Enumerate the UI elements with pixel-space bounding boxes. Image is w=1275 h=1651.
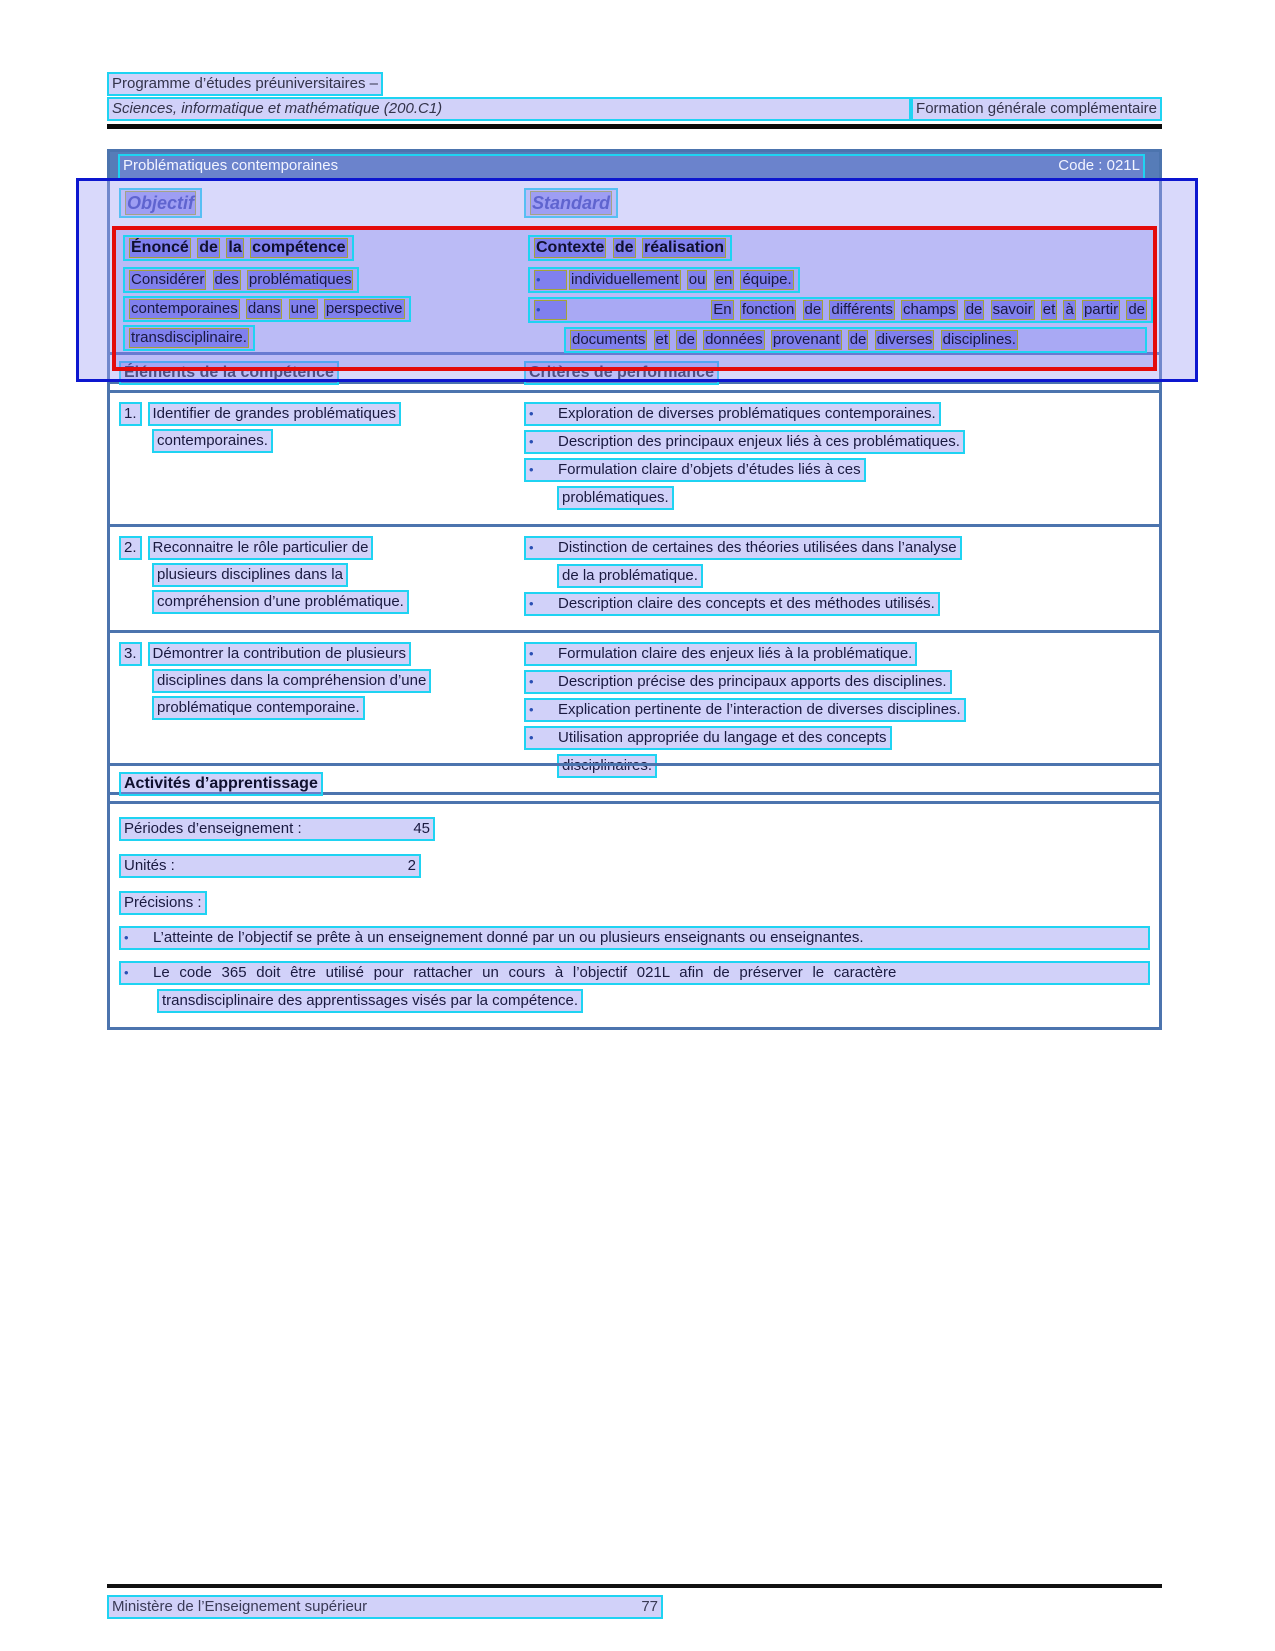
- bullet-icon: •: [124, 965, 129, 980]
- standard-label: [524, 188, 618, 218]
- precisions-label: [119, 891, 207, 915]
- line-text: Formulation claire des enjeux liés à la problématique.: [558, 645, 913, 662]
- enonce-annotation-box: [112, 226, 1157, 371]
- word-box: réalisation: [644, 239, 725, 256]
- line-text: [710, 300, 1148, 320]
- element-cell: [119, 536, 524, 620]
- word-box: provenant: [772, 331, 840, 348]
- contexte-bullet-continuation: [564, 327, 1147, 353]
- word-box: transdisciplinaire.: [131, 329, 247, 346]
- critere-bullet: [524, 536, 962, 560]
- unites-value: 2: [407, 857, 416, 874]
- critere-continuation: [557, 564, 703, 588]
- precision-bullet: [119, 926, 1150, 950]
- contexte-bullet-line: [528, 297, 1153, 323]
- text-line: [148, 402, 402, 426]
- word-box: une: [290, 300, 316, 317]
- text-line: [148, 536, 374, 560]
- criteres-header-text: Critères de performance: [529, 364, 714, 381]
- element-line: [152, 696, 524, 720]
- precision-bullet: [119, 961, 1150, 985]
- line-text: disciplinaires.: [562, 757, 653, 774]
- enonce-text-column: [123, 267, 528, 357]
- line-text: transdisciplinaire des apprentissages visés par la compétence.: [162, 992, 579, 1009]
- elements-rows: [110, 393, 1159, 792]
- periodes-row: [119, 817, 435, 841]
- element-line: [152, 590, 524, 614]
- critere-line: [524, 726, 1159, 750]
- critere-line: [524, 402, 1159, 426]
- contexte-header: [528, 235, 732, 261]
- line-text: Description des principaux enjeux liés à ces problématiques.: [558, 433, 960, 450]
- element-line: [152, 429, 524, 453]
- word-box: et: [1042, 301, 1056, 318]
- word-box: la: [228, 239, 242, 256]
- objectif-label: [119, 188, 202, 218]
- line-text: Identifier de grandes problématiques: [152, 405, 397, 422]
- header-line2-text: Sciences, informatique et mathématique (200.C1): [112, 100, 443, 117]
- table-row: [110, 393, 1159, 527]
- page-header: [107, 72, 1162, 129]
- precision-continuation-row: [157, 989, 1150, 1013]
- objectif-standard-row: [110, 180, 1159, 224]
- activites-header-row: [110, 766, 1159, 804]
- critere-line: [524, 458, 1159, 482]
- word-box: de: [614, 239, 634, 256]
- line-text: Explication pertinente de l’interaction de diverses disciplines.: [558, 701, 961, 718]
- line-text: L’atteinte de l’objectif se prête à un enseignement donné par un ou plusieurs enseignants ou enseignantes.: [153, 929, 864, 946]
- line-text: [128, 329, 250, 346]
- word-box: des: [214, 271, 239, 288]
- word-box: de: [678, 331, 695, 348]
- line-text: contemporaines.: [157, 432, 268, 449]
- line-text: Démontrer la contribution de plusieurs: [152, 645, 406, 662]
- title-bar: [110, 152, 1159, 180]
- line-text: problématiques.: [562, 489, 669, 506]
- critere-bullet: [524, 642, 917, 666]
- bullet-icon: •: [534, 270, 567, 290]
- word-box: de: [804, 301, 822, 318]
- critere-line: [524, 642, 1159, 666]
- objectif-standard-table: [107, 149, 1162, 384]
- line-text: Distinction de certaines des théories utilisées dans l’analyse: [558, 539, 957, 556]
- text-line: [148, 642, 411, 666]
- critere-line: [524, 670, 1159, 694]
- contexte-bullet: [528, 297, 1153, 323]
- critere-line: [524, 536, 1159, 560]
- line-text: compréhension d’une problématique.: [157, 593, 404, 610]
- word-box: de: [965, 301, 983, 318]
- word-box: de: [199, 239, 218, 256]
- line-text: [568, 271, 795, 288]
- bullet-icon: •: [529, 646, 534, 661]
- word-box: à: [1065, 301, 1074, 318]
- critere-line: [524, 592, 1159, 616]
- element-line: [119, 642, 524, 666]
- critere-line: [557, 486, 1159, 510]
- precision-continuation: [157, 989, 583, 1013]
- line-text: de la problématique.: [562, 567, 698, 584]
- element-cell: [119, 642, 524, 782]
- word-box: En: [713, 301, 732, 318]
- contexte-bullet-column: [528, 267, 1153, 357]
- line-text: Exploration de diverses problématiques contemporaines.: [558, 405, 936, 422]
- word-box: problématiques: [248, 271, 352, 288]
- bullet-icon: •: [124, 930, 129, 945]
- title-bar-highlight: [118, 154, 1145, 180]
- critere-continuation: [557, 486, 674, 510]
- critere-bullet: [524, 670, 952, 694]
- course-code: Code : 021L: [1058, 157, 1140, 174]
- bullet-icon: •: [534, 300, 567, 320]
- element-number: 3.: [119, 642, 142, 666]
- text-line: [152, 590, 409, 614]
- word-box: en: [715, 271, 733, 288]
- element-line: [119, 536, 524, 560]
- critere-bullet: [524, 592, 940, 616]
- text-line: [152, 429, 273, 453]
- critere-line: [524, 430, 1159, 454]
- line-text: [128, 271, 354, 288]
- line-text: Le code 365 doit être utilisé pour rattacher un cours à l’objectif 021L afin de préserver le caractère: [153, 964, 897, 981]
- word-box: ou: [688, 271, 706, 288]
- text-line: [123, 325, 255, 351]
- line-text: Reconnaitre le rôle particulier de: [152, 539, 369, 556]
- periodes-label: Périodes d’enseignement :: [124, 820, 302, 837]
- header-right: [911, 97, 1162, 121]
- word-box: documents: [572, 331, 646, 348]
- line-text: Utilisation appropriée du langage et des concepts: [558, 729, 887, 746]
- critere-line: [557, 564, 1159, 588]
- critere-bullet: [524, 726, 892, 750]
- element-number: 1.: [119, 402, 142, 426]
- elements-header-text: Éléments de la compétence: [124, 364, 334, 381]
- text-line: [152, 696, 365, 720]
- bullet-icon: •: [529, 434, 534, 449]
- text-line: [123, 296, 411, 322]
- precisions-label-text: Précisions :: [124, 894, 202, 911]
- word-box: individuellement: [571, 271, 679, 288]
- contexte-bullet-line: [528, 327, 1153, 353]
- line-text: plusieurs disciplines dans la: [157, 566, 343, 583]
- enonce-line: [123, 325, 528, 351]
- element-line: [119, 402, 524, 426]
- critere-cell: [524, 402, 1159, 514]
- elements-criteres-table: [107, 352, 1162, 795]
- unites-label: Unités :: [124, 857, 175, 874]
- course-title: Problématiques contemporaines: [123, 157, 339, 174]
- line-text: problématique contemporaine.: [157, 699, 360, 716]
- line-text: Description claire des concepts et des méthodes utilisés.: [558, 595, 935, 612]
- footer-page-number: 77: [641, 1598, 658, 1615]
- line-text: Formulation claire d’objets d’études liés à ces: [558, 461, 861, 478]
- text-line: [152, 563, 348, 587]
- word-box: différents: [831, 301, 893, 318]
- word-box: compétence: [252, 239, 346, 256]
- critere-line: [524, 698, 1159, 722]
- line-text: [128, 300, 406, 317]
- precisions-bullets: [110, 926, 1159, 1013]
- contexte-bullet-line: [528, 267, 1153, 293]
- word-box: Considérer: [131, 271, 205, 288]
- word-box: fonction: [741, 301, 795, 318]
- critere-bullet: [524, 430, 965, 454]
- word-box: de: [849, 331, 867, 348]
- word-box: Énoncé: [131, 239, 189, 256]
- word-box: dans: [247, 300, 281, 317]
- element-number: 2.: [119, 536, 142, 560]
- enonce-line: [123, 296, 528, 322]
- table-row: [110, 527, 1159, 633]
- word-box: contemporaines: [131, 300, 238, 317]
- line-text: [569, 330, 1019, 350]
- bullet-icon: •: [529, 462, 534, 477]
- element-line: [152, 669, 524, 693]
- bullet-icon: •: [529, 730, 534, 745]
- enonce-header: [123, 235, 354, 261]
- unites-row: [119, 854, 421, 878]
- precision-bullet-row: [119, 961, 1150, 985]
- word-box: perspective: [325, 300, 403, 317]
- word-box: Standard: [532, 193, 611, 213]
- word-box: Objectif: [127, 193, 195, 213]
- bullet-icon: •: [529, 596, 534, 611]
- critere-bullet: [524, 402, 941, 426]
- contexte-bullet: [528, 267, 800, 293]
- enonce-line: [123, 267, 528, 293]
- precision-bullet-row: [119, 926, 1150, 950]
- critere-cell: [524, 536, 1159, 620]
- critere-cell: [524, 642, 1159, 782]
- activites-header: [119, 772, 323, 796]
- word-box: diverses: [876, 331, 933, 348]
- word-box: données: [705, 331, 763, 348]
- element-line: [152, 563, 524, 587]
- element-cell: [119, 402, 524, 514]
- periodes-value: 45: [413, 820, 430, 837]
- bullet-icon: •: [529, 406, 534, 421]
- header-right-text: Formation générale complémentaire: [916, 100, 1157, 117]
- word-box: savoir: [992, 301, 1033, 318]
- critere-bullet: [524, 458, 866, 482]
- text-line: [152, 669, 431, 693]
- word-box: champs: [903, 301, 956, 318]
- word-box: et: [655, 331, 669, 348]
- text-line: [123, 267, 359, 293]
- page-footer: [107, 1584, 1162, 1619]
- bullet-icon: •: [529, 702, 534, 717]
- header-line1-text: Programme d’études préuniversitaires –: [112, 75, 378, 92]
- bullet-icon: •: [529, 540, 534, 555]
- activites-table: [107, 763, 1162, 1030]
- activites-header-text: Activités d’apprentissage: [124, 775, 318, 792]
- critere-bullet: [524, 698, 966, 722]
- word-box: de: [1128, 301, 1145, 318]
- line-text: Description précise des principaux apports des disciplines.: [558, 673, 947, 690]
- header-line2: [107, 97, 911, 121]
- word-box: équipe.: [742, 271, 792, 288]
- footer-line: [107, 1595, 663, 1619]
- footer-ministry: Ministère de l’Enseignement supérieur: [112, 1598, 368, 1615]
- word-box: partir: [1083, 301, 1119, 318]
- header-line1: [107, 72, 383, 96]
- footer-rule: [107, 1584, 1162, 1588]
- word-box: Contexte: [536, 239, 605, 256]
- header-rule: [107, 124, 1162, 129]
- bullet-icon: •: [529, 674, 534, 689]
- line-text: disciplines dans la compréhension d’une: [157, 672, 427, 689]
- word-box: disciplines.: [942, 331, 1016, 348]
